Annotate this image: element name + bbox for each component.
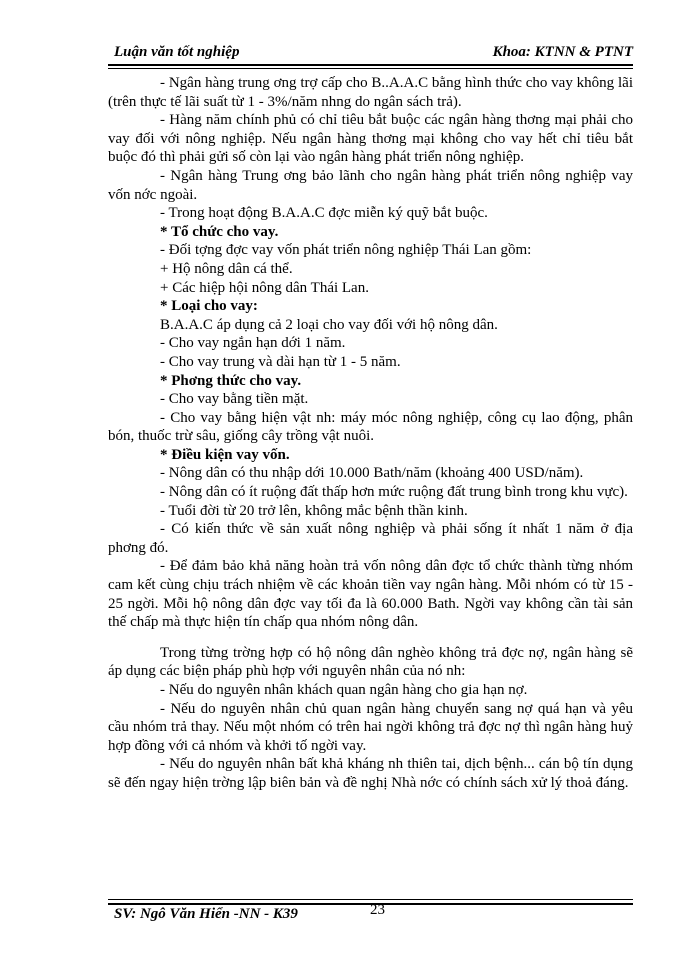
paragraph: - Trong hoạt động B.A.A.C đợc miễn ký quỹ bắt buộc. (160, 205, 488, 222)
page-number: 23 (370, 902, 385, 918)
list-item: - Nếu do nguyên nhân khách quan ngân hàng cho gia hạn nợ. (160, 682, 528, 698)
footer-author: SV: Ngô Văn Hiển -NN - K39 (114, 906, 298, 922)
header-rule-thick (108, 64, 633, 66)
list-item: + Các hiệp hội nông dân Thái Lan. (160, 279, 369, 296)
section-heading: * Tổ chức cho vay. (160, 223, 279, 240)
list-item: - Cho vay ngắn hạn dới 1 năm. (160, 335, 346, 352)
paragraph: - Ngân hàng trung ơng trợ cấp cho B..A.A.C bằng hình thức cho vay không lãi (trên thực tế lãi suất từ 1 - 3%/năm nhng do ngân sách trả). (108, 75, 633, 110)
paragraph: - Hàng năm chính phủ có chỉ tiêu bắt buộc các ngân hàng thơng mại phải cho vay đối với nông nghiệp. Nếu ngân hàng thơng mại không cho vay hết chỉ tiêu bắt buộc đó thì phải gửi số còn lại vào ngân hàng phát triển nông nghiệp. (108, 112, 633, 166)
footer-rule-thin (108, 899, 633, 900)
header-title: Luận văn tốt nghiệp (114, 44, 240, 60)
paragraph: B.A.A.C áp dụng cả 2 loại cho vay đối với hộ nông dân. (160, 316, 498, 333)
section-heading: * Phơng thức cho vay. (160, 372, 302, 389)
list-item: - Cho vay trung và dài hạn từ 1 - 5 năm. (160, 353, 401, 370)
section-heading: * Loại cho vay: (160, 298, 258, 315)
paragraph: - Để đảm bảo khả năng hoàn trả vốn nông dân đợc tổ chức thành từng nhóm cam kết cùng chịu trách nhiệm về các khoản tiền vay ngân hàng. Mỗi nhóm có từ 15 - 25 ngời. Mỗi hộ nông dân đợc vay tối đa là 60.000 Bath. Ngời vay không cần tài sản thế chấp mà thực hiện tín chấp qua nhóm nông dân. (108, 558, 633, 631)
header-rule-thin (108, 68, 633, 69)
paragraph: Trong từng trờng hợp có hộ nông dân nghèo không trả đợc nợ, ngân hàng sẽ áp dụng các biện pháp phù hợp với nguyên nhân của nó nh: (108, 644, 633, 680)
paragraph: - Đối tợng đợc vay vốn phát triển nông nghiệp Thái Lan gồm: (160, 242, 532, 259)
paragraph: - Nếu do nguyên nhân bất khả kháng nh thiên tai, dịch bệnh... cán bộ tín dụng sẽ đến ngay hiện trờng lập biên bản và đề nghị Nhà nớc có chính sách xử lý thoả đáng. (108, 756, 633, 791)
list-item: - Cho vay bằng tiền mặt. (160, 391, 309, 408)
body-text (108, 74, 633, 793)
paragraph: - Ngân hàng Trung ơng bảo lãnh cho ngân hàng phát triển nông nghiệp vay vốn nớc ngoài. (108, 167, 633, 203)
list-item: - Nông dân có thu nhập dới 10.000 Bath/năm (khoảng 400 USD/năm). (160, 465, 584, 482)
paragraph: - Có kiến thức về sản xuất nông nghiệp và phải sống ít nhất 1 năm ở địa phơng đó. (108, 521, 633, 556)
list-item: + Hộ nông dân cá thể. (160, 260, 293, 277)
paragraph: - Nếu do nguyên nhân chủ quan ngân hàng chuyển sang nợ quá hạn và yêu cầu nhóm trả thay. Nếu một nhóm có trên hai ngời không trả đợc nợ thì ngân hàng huỷ hợp đồng với cả nhóm và khởi tố ngời vay. (108, 700, 633, 754)
list-item: - Tuổi đời từ 20 trở lên, không mắc bệnh thần kinh. (160, 502, 468, 519)
page-footer (108, 902, 633, 928)
paragraph: - Nông dân có ít ruộng đất thấp hơn mức ruộng đất trung bình trong khu vực). (160, 484, 628, 501)
header-faculty: Khoa: KTNN & PTNT (492, 44, 633, 60)
section-heading: * Điều kiện vay vốn. (160, 446, 290, 463)
paragraph: - Cho vay bằng hiện vật nh: máy móc nông nghiệp, công cụ lao động, phân bón, thuốc trừ sâu, giống cây trồng vật nuôi. (108, 409, 633, 445)
